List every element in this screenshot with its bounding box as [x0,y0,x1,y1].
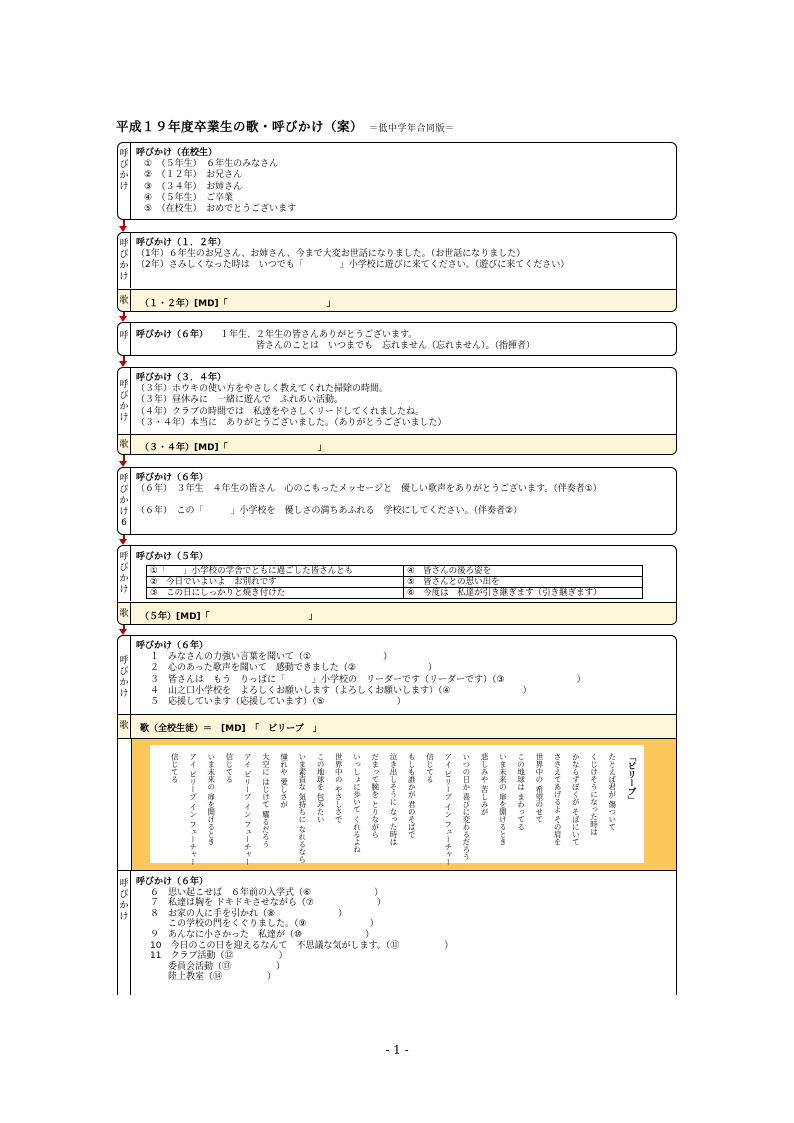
line: （６年） ３年生 ４年生の皆さん 心のこもったメッセージと 優しい歌声をありがとうございます。（伴奏者①） [136,484,602,495]
line: ③ （３４年） お姉さん [144,181,243,192]
flow-arrow [119,455,128,467]
section-heading: 呼びかけ（１．２年） [136,238,227,248]
lyric-line: かならずぼくが そばにいて [571,753,581,846]
lyric-line: いま未来の 扉を開けるとき [498,753,508,846]
line: 陸上教室（⑭ ） [150,972,277,983]
section-content [136,373,672,429]
lyric-line: 悲しみや 苦しみが [480,753,490,816]
section-heading: 呼びかけ（在校生） [136,148,218,158]
line: ２ 心のあった歌声を聞いて 感動できました（② ） [150,663,437,674]
lyrics-title: 「ビリーブ」 [626,753,636,804]
side-tag: 呼 び か け [118,143,131,220]
side-tag: 呼 び か け [118,546,131,601]
section-12nen [117,232,677,312]
page-title: 平成１９年度卒業生の歌・呼びかけ（案） ＝低中学年合同版＝ [116,119,455,134]
line: この学校の門をくぐりました。（⑨ ） [150,919,379,930]
line: （３・４年）本当に ありがとうございました。（ありがとうございました） [136,417,447,428]
section-6nen-thanks [117,322,677,356]
lyric-line: いつの日か 喜びに変わるだろう [461,753,471,861]
lyric-line: アイ ビリーブ イン フューチャー [443,753,453,866]
section-6nen-farewell [117,635,677,995]
side-tag: 呼 [118,323,131,356]
table-row: ①「 」小学校の学舎でともに過ごした皆さんとも ④ 皆さんの後ろ姿を [147,566,643,577]
section-heading: 呼びかけ（６年） [136,877,209,887]
section-34nen [117,367,677,455]
reply-table [146,565,643,599]
line: ４ 山之口小学校を よろしくお願いします（よろしくお願いします）（④ ） [150,685,532,696]
section-content [136,148,672,215]
line: （３年）ホウキの使い方をやさしく教えてくれた掃除の時間。 [136,384,389,395]
section-content [136,238,672,272]
section-content [136,877,672,983]
lyrics-sheet [150,745,644,866]
song-label: （５年）[MD]「 」 [140,612,318,622]
line: ⑤ （在校生） おめでとうございます [144,204,297,215]
lyric-line: いま未来の 扉を開けるとき [206,753,216,846]
lyric-line: 信じてる [224,753,234,783]
line: ８ お家の人に手を引かれ（⑧ ） [150,908,348,919]
section-content [136,330,672,352]
line: ７ 私達は胸を ドキドキさせながら（⑦ ） [150,898,386,909]
lyric-line: 泣き出しそうに なった時は [389,753,398,846]
lyric-line: 大空に はじけて 耀るだろう [261,753,271,848]
side-tag: 呼 び か け [118,233,131,288]
flow-arrow [119,220,128,232]
lyric-line: 世界中の 希望のせて [534,753,544,823]
line: ９ あんなに小さかった 私達が（⑩ ） [150,929,375,940]
table-row: ③ この日にしっかりと焼き付けた ⑥ 今度は 私達が引き継ぎます（引き継ぎます） [147,588,643,599]
lyric-line: たとえば君が 傷ついて [607,753,617,831]
song-label: （１・２年）[MD]「 」 [140,299,336,309]
lyric-line: もしも誰かが 君のそばで [407,753,417,838]
song-band: 歌 歌（全校生徒）＝ [MD] 「 ビリーブ 」 [118,714,676,739]
page-subtitle: ＝低中学年合同版＝ [369,124,455,134]
lyrics-panel [118,738,676,871]
lyric-line: この地球を 包みたい [316,753,326,823]
lyric-line: いっしょに歩いて くれるよね [352,753,362,853]
section-remember [118,870,676,995]
line: 皆さんのことは いつまでも 忘れません（忘れません）。（指揮者） [256,341,536,352]
lyric-line: この地球は まわってる [516,753,526,831]
table-row: ② 今日でいよいよ お別れです ⑤ 皆さんとの思い出を [147,577,643,588]
flow-arrow [119,312,128,322]
line: ６ 思い起こせば ６年前の入学式（⑥ ） [150,887,384,898]
page-number: - 1 - [385,1043,409,1057]
lyric-line: 憧れや 愛しさが [279,753,289,808]
line: 10 今日のこの日を迎えるなんて 不思議な気がします。（⑪ ） [150,940,454,951]
line: 11 クラブ活動（⑫ ） [150,951,288,962]
lyric-line: だまって腕を とりながら [370,753,380,838]
section-heading: 呼びかけ（６年） [136,641,209,651]
song-label: 歌（全校生徒）＝ [MD] 「 ビリーブ 」 [140,724,322,734]
line: （６年） この「 」小学校を 優しさの満ちあふれる 学校にしてください。（伴奏者②） [136,506,523,517]
section-heading: 呼びかけ（３．４年） [136,373,227,383]
section-content [136,552,672,563]
lyric-line: アイ ビリーブ イン フューチャー [188,753,198,866]
lyric-line: 信じてる [425,753,435,783]
line: ３ 皆さんは もう りっぱに「 」小学校の リーダーです（リーダーです）（③ ） [150,674,586,685]
section-content [136,641,672,708]
section-zaikousei [117,142,677,220]
lyric-line: 世界中の やさしさで [334,753,344,823]
lyric-line: アイ ビリーブ イン フューチャー [243,753,253,866]
side-tag: 呼 び か け [118,636,131,714]
flow-arrow [119,625,128,635]
song-band: 歌 （１・２年）[MD]「 」 [118,289,676,312]
line: １年生、２年生の皆さんありがとうございます。 [220,330,418,340]
lyric-line: ささえてあげるよ その肩を [553,753,563,846]
line: （３年）昼休みに 一緒に遊んで ふれあい活動。 [136,395,344,406]
line: １ みなさんの力強い言葉を聞いて（① ） [150,652,393,663]
song-label: （３・４年）[MD]「 」 [140,443,327,453]
section-5nen [117,545,677,625]
section-heading: 呼びかけ（６年） [136,473,209,483]
flow-arrow [119,535,128,545]
line: ５ 応援しています（応援しています）（⑤ ） [150,697,406,708]
line: （４年）クラブの時間では 私達をやさしくリードしてくれましたね。 [136,406,425,417]
flow-arrow [119,356,128,367]
side-tag: 呼 び か け [118,871,131,995]
side-tag: 呼 び か け 6 [118,468,131,535]
section-content [136,473,672,518]
lyric-line: いま素直な 気持ちに なれるなら [297,753,307,863]
section-6nen-reply [117,467,677,535]
song-band: 歌 （３・４年）[MD]「 」 [118,434,676,455]
line: 委員会活動（⑬ ） [150,961,286,972]
lyric-line: 信じてる [170,753,180,783]
line: ② （１２年） お兄さん [144,170,243,181]
side-tag: 呼 び か け [118,368,131,434]
line: （2年）さみしくなった時は いつでも「 」小学校に遊びに来てください。（遊びに来てください） [136,260,570,271]
line: ① （５年生） ６年生のみなさん [144,159,279,170]
line: （1年）６年生のお兄さん、お姉さん、今まで大変お世話になりました。（お世話になりました） [136,249,526,260]
song-band: 歌 （５年）[MD]「 」 [118,602,676,625]
lyric-line: くじけそうになった時は [589,753,599,836]
line: ④ （５年生） ご卒業 [144,192,234,203]
section-heading: 呼びかけ（６年） [136,330,209,340]
section-heading: 呼びかけ（５年） [136,552,209,562]
